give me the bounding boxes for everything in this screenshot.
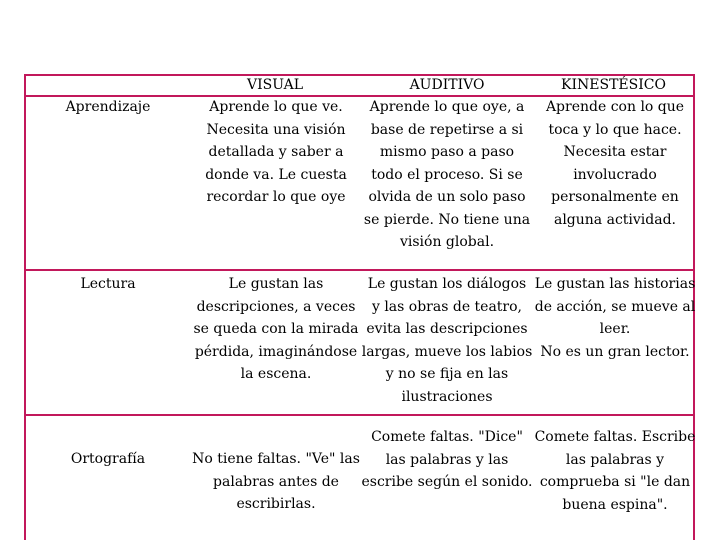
header-visual: VISUAL: [246, 77, 303, 93]
row-label-lectura: Lectura: [80, 276, 136, 292]
row-divider-2: [24, 414, 695, 416]
row-label-ortografia: Ortografía: [70, 451, 146, 467]
header-auditivo: AUDITIVO: [409, 77, 485, 93]
cell-lectura-auditivo: Le gustan los diálogos y las obras de teatro, evita las descripciones largas, mueve los labios y no se fija en las ilustraciones: [361, 276, 533, 405]
row-divider-1: [24, 269, 695, 271]
cell-lectura-kinestesico: Le gustan las historias de acción, se mueve al leer. No es un gran lector.: [534, 276, 696, 360]
cell-aprendizaje-visual: Aprende lo que ve. Necesita una visión detallada y saber a donde va. Le cuesta recordar lo que oye: [205, 99, 347, 205]
cell-ortografia-kinestesico: Comete faltas. Escribe las palabras y comprueba si "le dan buena espina".: [534, 429, 696, 513]
cell-ortografia-visual: No tiene faltas. "Ve" las palabras antes de escribirlas.: [192, 451, 360, 512]
cell-aprendizaje-auditivo: Aprende lo que oye, a base de repetirse a si mismo paso a paso todo el proceso. Si se olvida de un solo paso se pierde. No tiene una visión global.: [363, 99, 531, 250]
cell-aprendizaje-kinestesico: Aprende con lo que toca y lo que hace. Necesita estar involucrado personalmente en alguna actividad.: [545, 99, 685, 228]
header-kinestesico: KINESTÉSICO: [561, 77, 666, 93]
cell-ortografia-auditivo: Comete faltas. "Dice" las palabras y las escribe según el sonido.: [361, 429, 533, 490]
row-label-aprendizaje: Aprendizaje: [65, 99, 151, 115]
cell-lectura-visual: Le gustan las descripciones, a veces se queda con la mirada pérdida, imaginándose la escena.: [193, 276, 359, 382]
